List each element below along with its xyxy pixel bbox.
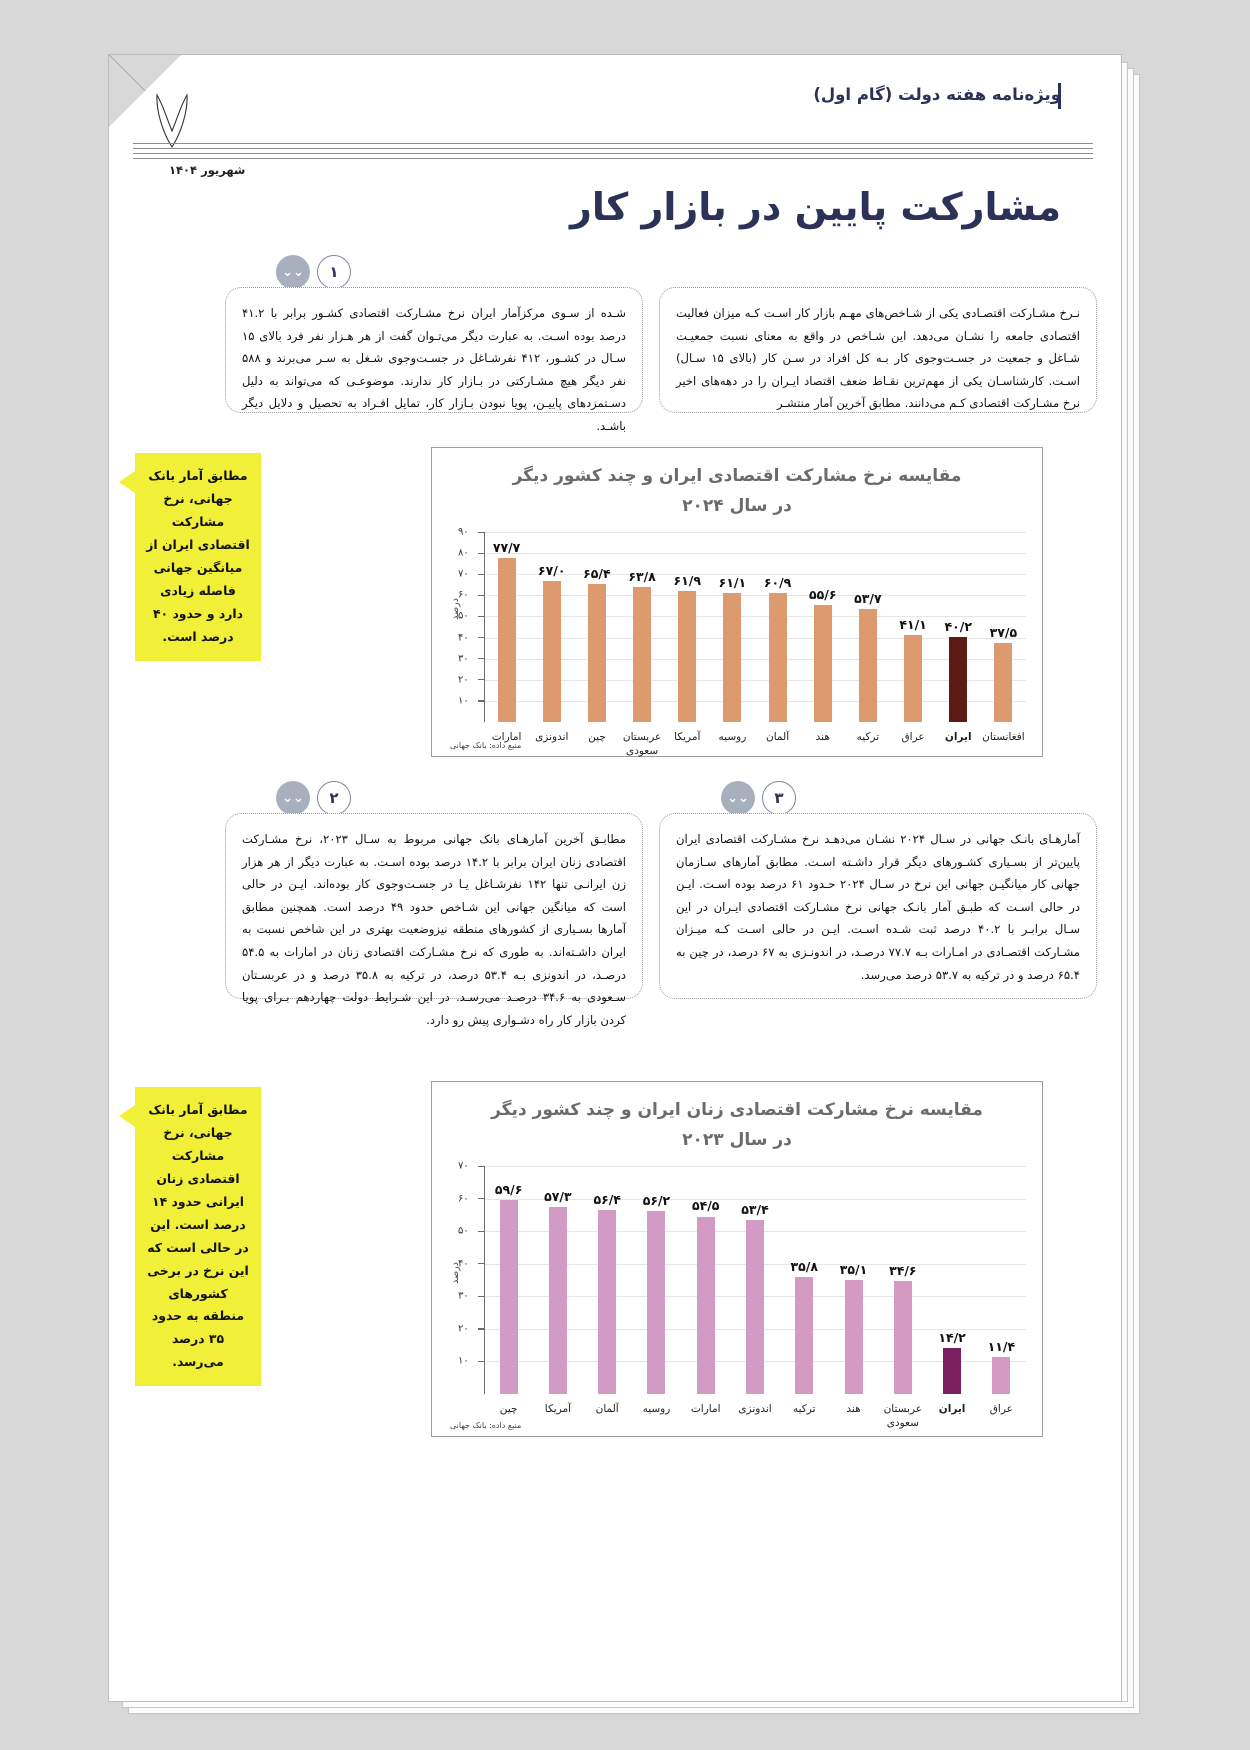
bar xyxy=(549,1207,567,1394)
x-axis-category-label: هند xyxy=(846,1403,861,1415)
gridline xyxy=(484,553,1026,554)
bar xyxy=(723,593,741,722)
chart-1-title xyxy=(432,448,1042,522)
gridline xyxy=(484,701,1026,702)
chart-2-y-axis-label: درصد xyxy=(450,1262,461,1284)
section-3-paragraph: مطابـق آخرین آمارهـای بانک جهانی مربوط به سـال ۲۰۲۳، نرخ مشـارکت اقتصادی زنان ایران برابر با ۱۴.۲ درصد بوده اسـت. به عبارت دیگر از هر هزار زن ایرانـی تنها ۱۴۲ نفرشـاغل یـا در جسـت‌وجوی کار بوده‌اند. ایـن در حالی است که میانگین جهانی این شـاخص حدود ۴۹ درصد است. همچنین مطابق آمارها بسـیاری از کشورهای منطقه نیزوضعیت بهتری در این شاخص نسبت به ایران داشـته‌اند. به طوری که نرخ مشـارکت اقتصادی زنان در امارات به ۵۴.۵ درصـد، در اندونزی بـه ۵۳.۴ درصد، در ترکیه به ۳۵.۸ درصد و در عربسـتان سـعودی به ۳۴.۶ درصـد می‌رسـد. در این شـرایط دولت چهاردهم بـرای پویا کردن بازار کار راه دشـواری پیش رو دارد. xyxy=(242,832,626,1027)
chart-1-source: منبع داده: بانک جهانی xyxy=(450,741,522,750)
y-axis-tick-label: ۳۰ xyxy=(458,1290,469,1302)
gridline xyxy=(484,680,1026,681)
gridline xyxy=(484,659,1026,660)
gridline xyxy=(484,595,1026,596)
x-axis-category-label: روسیه xyxy=(718,731,747,743)
bar-value-label: ۴۰/۲ xyxy=(944,619,972,635)
x-axis-category-label: ترکیه xyxy=(793,1403,816,1415)
chevron-down-icon: ⌄⌄ xyxy=(276,255,310,289)
bar-value-label: ۶۰/۹ xyxy=(763,575,792,591)
y-axis-line xyxy=(484,1166,485,1394)
y-axis-tick-label: ۷۰ xyxy=(458,1160,469,1172)
y-axis-tick-label: ۱۰ xyxy=(458,695,469,707)
gridline xyxy=(484,638,1026,639)
bar xyxy=(859,609,877,722)
bar xyxy=(994,643,1012,722)
chart-1-title-line2: در سال ۲۰۲۴ xyxy=(682,495,792,516)
bar-value-label: ۵۳/۷ xyxy=(854,590,882,606)
document-page xyxy=(108,54,1122,1702)
bar xyxy=(543,581,561,722)
x-axis-category-label: ترکیه xyxy=(856,731,880,743)
y-axis-tick-label: ۹۰ xyxy=(458,526,469,538)
y-axis-tick-label: ۲۰ xyxy=(458,674,469,686)
y-axis-tick-label: ۱۰ xyxy=(458,1355,469,1367)
bar-value-label: ۶۵/۴ xyxy=(583,565,611,581)
section-2-box xyxy=(659,813,1097,999)
bar-value-label: ۶۱/۱ xyxy=(718,575,747,590)
bar-value-label: ۷۷/۷ xyxy=(492,539,521,555)
bar-value-label: ۳۷/۵ xyxy=(989,624,1018,640)
bar xyxy=(678,591,696,722)
x-axis-category-label: ایران xyxy=(938,1403,966,1415)
bar xyxy=(500,1200,518,1394)
x-axis-category-label: چین xyxy=(588,731,606,743)
publication-title: ویژه‌نامه هفته دولت (گام اول) xyxy=(813,85,1061,104)
bar xyxy=(697,1217,715,1395)
bar xyxy=(795,1277,813,1394)
bar xyxy=(992,1357,1010,1394)
bar-value-label: ۵۶/۴ xyxy=(593,1192,621,1208)
chart-2-title-line1: مقایسه نرخ مشارکت اقتصادی زنان ایران و چند کشور دیگر xyxy=(491,1100,983,1120)
header-rules xyxy=(133,143,1093,163)
x-axis-category-label: عربستان سعودی xyxy=(883,1403,923,1430)
x-axis-category-label: عربستان سعودی xyxy=(622,731,662,758)
bar-value-label: ۱۱/۴ xyxy=(987,1338,1016,1354)
y-axis-tick-label: ۳۰ xyxy=(458,653,469,665)
y-axis-tick-label: ۶۰ xyxy=(458,589,469,601)
bar-value-label: ۳۵/۸ xyxy=(790,1259,818,1275)
x-axis-category-label: اندونزی xyxy=(738,1403,772,1415)
intro-paragraph-right: نـرخ مشـارکت اقتصـادی یکی از شـاخص‌های مهـم بازار کار اسـت کـه میزان فعالیت اقتصادی جامعه را نشـان می‌دهد. این شـاخص در واقع به معنای نسبت جمعیـت شـاغل و جمعیت در جسـت‌وجوی کار بـه کل افراد در سـن کار (بالای ۱۵ سـال) اسـت. کارشناسـان یکی از مهم‌ترین نقـاط ضعف اقتصاد ایـران را در دهه‌های اخیر نرخ مشـارکت اقتصادی کـم می‌دانند. مطابق آخرین آمار منتشـر xyxy=(676,306,1081,411)
y-axis-tick-label: ۷۰ xyxy=(458,568,469,580)
section-badge-3 xyxy=(721,781,796,815)
section-3-box xyxy=(225,813,643,1027)
y-axis-tick-label: ۵۰ xyxy=(458,610,469,622)
x-axis-category-label: اندونزی xyxy=(535,731,569,743)
gridline xyxy=(484,1166,1026,1167)
bar-value-label: ۵۷/۳ xyxy=(544,1189,572,1205)
y-axis-line xyxy=(484,532,485,722)
bar xyxy=(904,635,922,722)
bar xyxy=(894,1281,912,1394)
intro-paragraph-left: شـده از سـوی مرکزآمار ایران نرخ مشـارکت اقتصادی کشـور برابر با ۴۱.۲ درصد بوده اسـت. به عبارت دیگر می‌تـوان گفت از هر هـزار نفر فرد بالای ۱۵ سـال در کشـور، ۴۱۲ نفرشـاغل در جسـت‌وجوی شـغل به سـر می‌برند و ۵۸۸ نفر دیگر هیچ مشـارکتی در بـازار کار ندارند. موضوعـی که می‌تواند به دلیل دسـتمزدهای پاییـن، پویا نبودن بـازار کار، تمایل افـراد به تحصیل و دلایل دیگر باشـد. xyxy=(242,306,626,433)
bar-value-label: ۱۴/۲ xyxy=(938,1329,966,1345)
bar xyxy=(588,584,606,722)
bar-value-label: ۳۵/۱ xyxy=(839,1261,868,1277)
x-axis-category-label: روسیه xyxy=(642,1403,671,1415)
chart-2-title xyxy=(432,1082,1042,1156)
intro-paragraph-right-box xyxy=(659,287,1097,413)
callout-box-2: مطابق آمار بانک جهانی، نرخ مشارکت اقتصادی زنان ایرانی حدود ۱۴ درصد است. این در حالی است که این نرخ در برخی کشورهای منطقه به حدود ۳۵ درصد می‌رسد. xyxy=(135,1087,261,1386)
bar-value-label: ۴۱/۱ xyxy=(899,617,927,633)
page-title: مشارکت پایین در بازار کار xyxy=(569,185,1061,229)
y-axis-tick-label: ۶۰ xyxy=(458,1193,469,1205)
bar xyxy=(769,593,787,722)
section-badge-2 xyxy=(276,781,351,815)
bar-value-label: ۵۵/۶ xyxy=(809,586,837,602)
y-axis-tick-label: ۲۰ xyxy=(458,1323,469,1335)
x-axis-category-label: عراق xyxy=(989,1403,1013,1415)
chevron-down-icon-2: ⌄⌄ xyxy=(276,781,310,815)
callout-box-1: مطابق آمار بانک جهانی، نرخ مشارکت اقتصادی ایران از میانگین جهانی فاصله زیادی دارد و حدود ۴۰ درصد است. xyxy=(135,453,261,661)
chart-2-title-line2: در سال ۲۰۲۳ xyxy=(682,1129,792,1150)
x-axis-category-label: عراق xyxy=(901,731,925,743)
bar-value-label: ۵۶/۲ xyxy=(642,1192,671,1208)
intro-paragraph-left-box xyxy=(225,287,643,433)
y-axis-tick-label: ۸۰ xyxy=(458,547,469,559)
bar-value-label: ۶۱/۹ xyxy=(673,573,701,589)
chart-2-source: منبع داده: بانک جهانی xyxy=(450,1421,522,1430)
x-axis-category-label: افغانستان xyxy=(982,731,1025,743)
bar xyxy=(633,587,651,722)
chart-1-y-axis-label: درصد xyxy=(450,598,461,620)
badge-number-1: ۱ xyxy=(317,255,351,289)
bar xyxy=(647,1211,665,1394)
bar xyxy=(814,605,832,722)
bar xyxy=(746,1220,764,1394)
x-axis-category-label: ایران xyxy=(944,731,972,743)
gridline xyxy=(484,616,1026,617)
y-axis-tick-label: ۴۰ xyxy=(458,632,469,644)
issue-date: شهریور ۱۴۰۴ xyxy=(169,163,246,177)
bar xyxy=(943,1348,961,1394)
badge-number-2: ۲ xyxy=(317,781,351,815)
bar xyxy=(949,637,967,722)
gridline xyxy=(484,532,1026,533)
x-axis-category-label: آمریکا xyxy=(544,1403,572,1415)
bar-value-label: ۵۴/۵ xyxy=(691,1198,720,1214)
section-2-paragraph: آمارهـای بانـک جهانی در سـال ۲۰۲۴ نشـان می‌دهـد نرخ مشـارکت اقتصادی ایران پایین‌تر از بسـیاری کشـورهای دیگر قرار داشـته اسـت. مطابق آمارهای سـازمان جهانی کار میانگیـن جهانی این نرخ در سـال ۲۰۲۴ حـدود ۶۱ درصد بوده اسـت. ایـن در حالی اسـت که طبـق آمار بانـک جهانی نرخ مشـارکت اقتصادی ایـران در این سـال برابـر با ۴۰.۲ درصد ثبت شـده اسـت. ایـن در حالی اسـت کـه میـزان مشـارکت اقتصـادی در امـارات بـه ۷۷.۷ درصـد، در اندونـزی به ۶۷ درصد، در چین به ۶۵.۴ درصد و در ترکیه به ۵۳.۷ درصد می‌رسد. xyxy=(676,832,1080,982)
chart-1-title-line1: مقایسه نرخ مشارکت اقتصادی ایران و چند کشور دیگر xyxy=(512,466,962,486)
bar xyxy=(498,558,516,722)
bar-value-label: ۳۴/۶ xyxy=(889,1263,917,1279)
x-axis-category-label: هند xyxy=(815,731,830,743)
x-axis-category-label: امارات xyxy=(690,1403,721,1415)
x-axis-category-label: امارات xyxy=(491,731,522,743)
x-axis-category-label: آلمان xyxy=(595,1403,619,1415)
x-axis-category-label: چین xyxy=(499,1403,518,1415)
x-axis-category-label: آمریکا xyxy=(674,731,701,743)
chart-1-container xyxy=(431,447,1043,757)
bar xyxy=(598,1210,616,1394)
chart-2-container xyxy=(431,1081,1043,1437)
section-badge-1 xyxy=(276,255,351,289)
bar-value-label: ۵۳/۴ xyxy=(741,1202,769,1218)
bar xyxy=(845,1280,863,1394)
y-axis-tick-label: ۴۰ xyxy=(458,1258,469,1270)
y-axis-tick-label: ۵۰ xyxy=(458,1225,469,1237)
badge-number-3: ۳ xyxy=(762,781,796,815)
x-axis-category-label: آلمان xyxy=(766,731,790,743)
leaf-logo-icon xyxy=(151,93,193,149)
chevron-down-icon-3: ⌄⌄ xyxy=(721,781,755,815)
bar-value-label: ۶۷/۰ xyxy=(538,562,566,578)
bar-value-label: ۶۳/۸ xyxy=(628,569,656,585)
bar-value-label: ۵۹/۶ xyxy=(494,1181,523,1197)
